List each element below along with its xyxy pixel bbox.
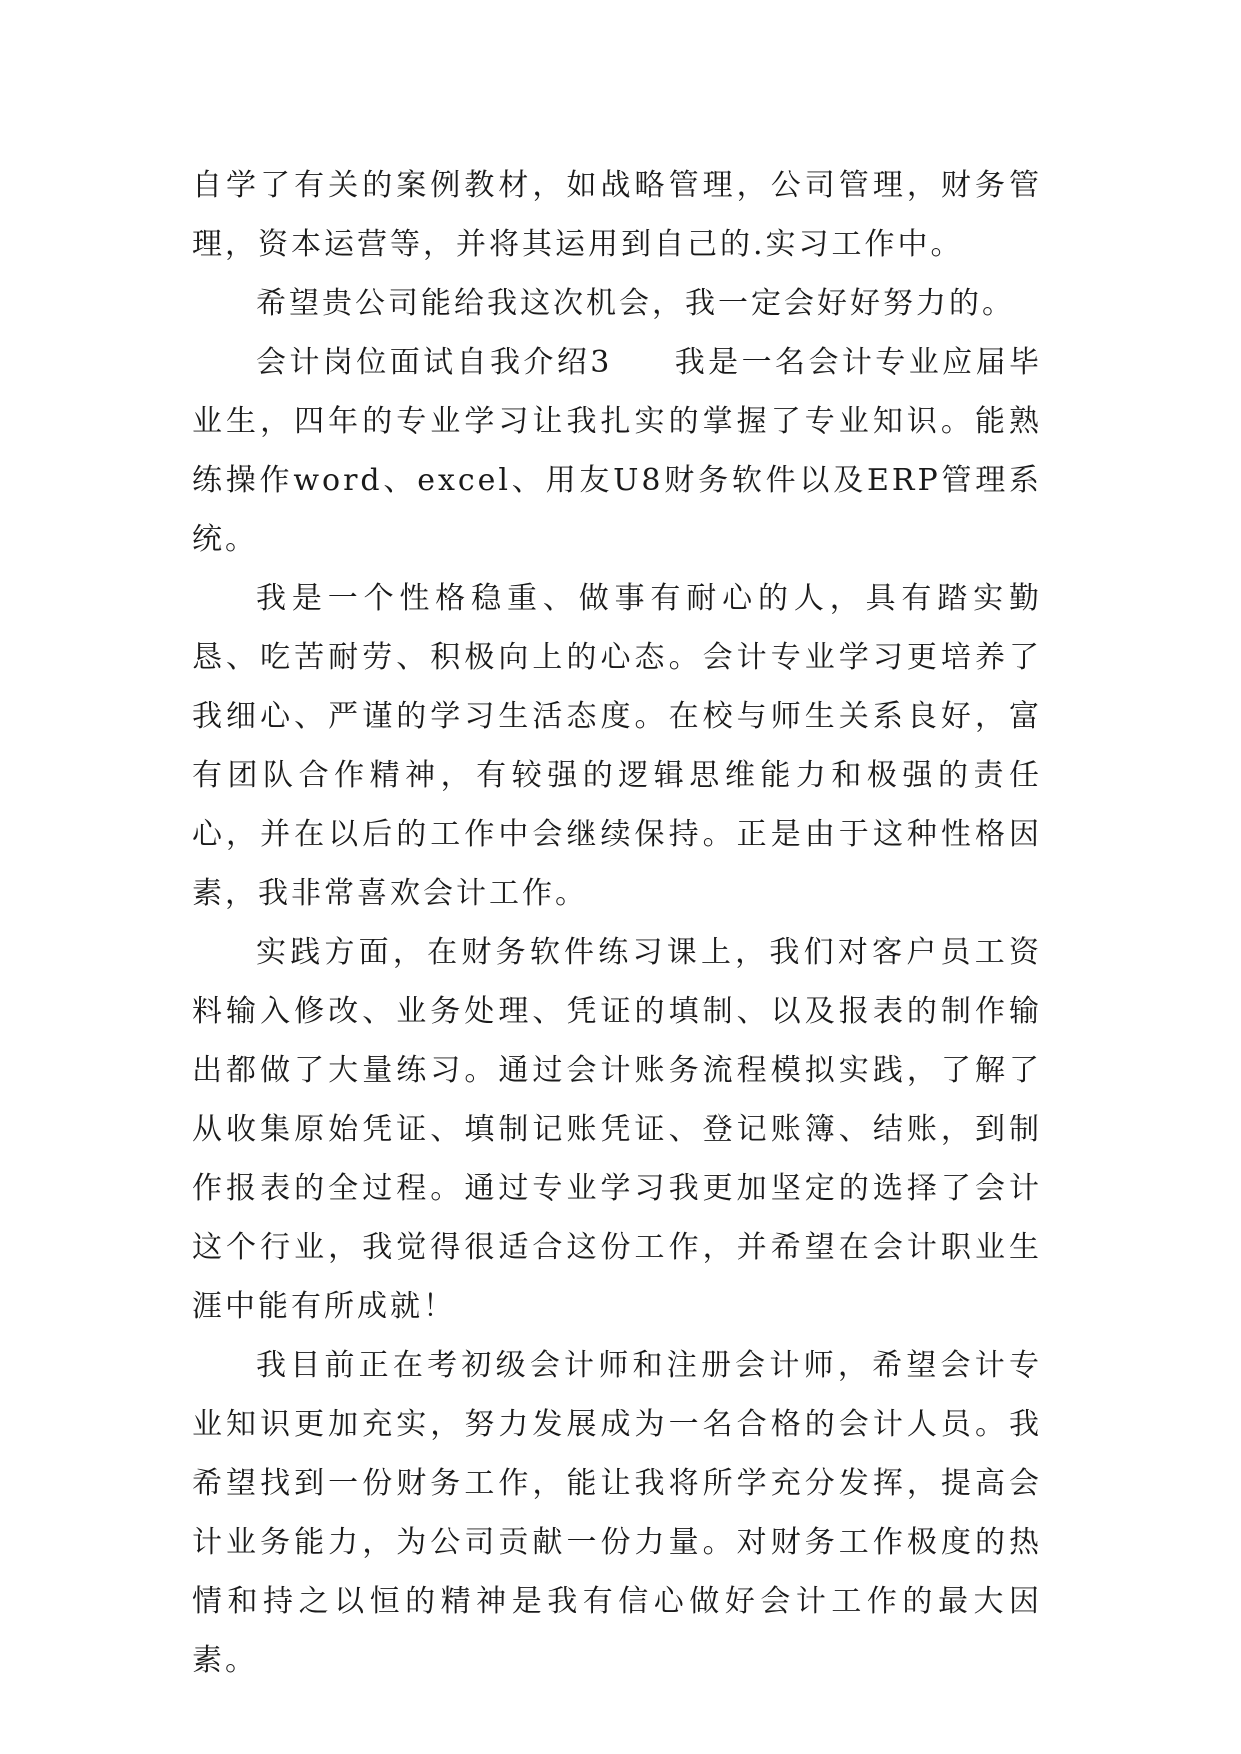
paragraph-practice: 实践方面，在财务软件练习课上，我们对客户员工资料输入修改、业务处理、凭证的填制、以及报表的制作输出都做了大量练习。通过会计账务流程模拟实践，了解了从收集原始凭证、填制记账凭证、登记账簿、结账，到制作报表的全过程。通过专业学习我更加坚定的选择了会计这个行业，我觉得很适合这份工作，并希望在会计职业生涯中能有所成就！ [192, 935, 1042, 1324]
paragraph-hope: 希望贵公司能给我这次机会，我一定会好好努力的。 [256, 286, 1015, 321]
section-heading: 会计岗位面试自我介绍3 [256, 345, 613, 380]
section-first-paragraph: 我是一名会计专业应届毕业生，四年的专业学习让我扎实的掌握了专业知识。能熟练操作word、excel、用友U8财务软件以及ERP管理系统。 [192, 345, 1042, 557]
paragraph-goals: 我目前正在考初级会计师和注册会计师，希望会计专业知识更加充实，努力发展成为一名合格的会计人员。我希望找到一份财务工作，能让我将所学充分发挥，提高会计业务能力，为公司贡献一份力量。对财务工作极度的热情和持之以恒的精神是我有信心做好会计工作的最大因素。 [192, 1348, 1042, 1678]
paragraph-section-intro [192, 333, 1042, 569]
document-body [192, 156, 1042, 1690]
paragraph-personality: 我是一个性格稳重、做事有耐心的人，具有踏实勤恳、吃苦耐劳、积极向上的心态。会计专业学习更培养了我细心、严谨的学习生活态度。在校与师生关系良好，富有团队合作精神，有较强的逻辑思维能力和极强的责任心，并在以后的工作中会继续保持。正是由于这种性格因素，我非常喜欢会计工作。 [192, 581, 1042, 911]
paragraph-continuation: 自学了有关的案例教材，如战略管理，公司管理，财务管理，资本运营等，并将其运用到自己的.实习工作中。 [192, 168, 1042, 262]
